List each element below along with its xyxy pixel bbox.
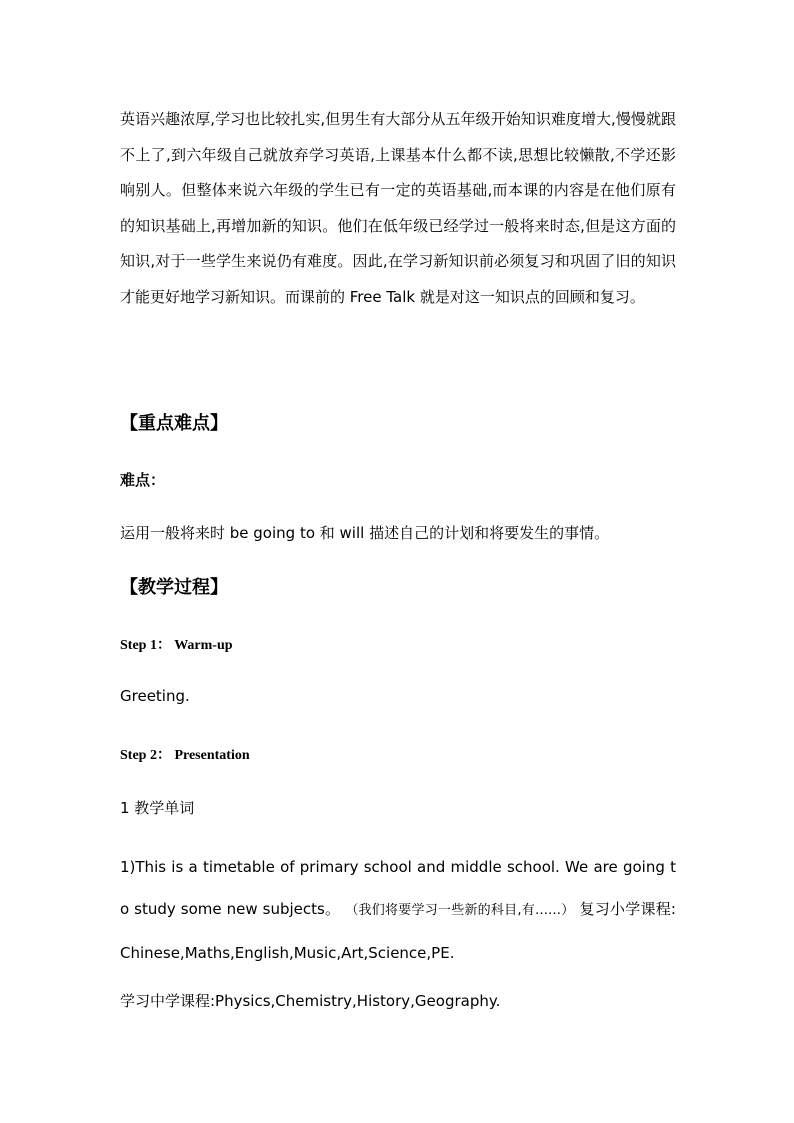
step2-label: Step 2： Presentation [120,748,250,763]
intro-paragraph: 英语兴趣浓厚,学习也比较扎实,但男生有大部分从五年级开始知识难度增大,慢慢就跟不上了,到六年级自己就放弃学习英语,上课基本什么都不读,思想比较懒散,不学还影响别人。但整体来说六年级的学生已有一定的英语基础,而本课的内容是在他们原有的知识基础上,再增加新的知识。他们在低年级已经学过一般将来时态,但是这方面的知识,对于一些学生来说仍有难度。因此,在学习新知识前必须复习和巩固了旧的知识才能更好地学习新知识。而课前的 Free Talk 就是对这一知识点的回顾和复习。 [120,110,676,306]
step1-text: Greeting. [120,687,190,705]
item1-paragraph-en: 1)This is a timetable of primary school and middle school. We are going to study some new subjects。 [120,858,676,918]
teaching-process-heading: 【教学过程】 [120,577,228,598]
item1-label: 1 教学单词 [120,799,195,817]
step1-label: Step 1： Warm-up [120,638,233,653]
difficulty-label: 难点： [120,471,166,489]
item1-paragraph [120,846,676,974]
item1-paragraph-tail: 复习小学课程:Chinese,Maths,English,Music,Art,Science,PE. [120,900,676,962]
middle-school-subjects: 学习中学课程:Physics,Chemistry,History,Geography. [120,992,501,1010]
difficulty-text: 运用一般将来时 be going to 和 will 描述自己的计划和将要发生的事情。 [120,524,610,542]
key-points-heading: 【重点难点】 [120,413,228,434]
item1-paragraph-cn: （我们将要学习一些新的科目,有……） [345,903,575,918]
intro-block [120,102,676,315]
